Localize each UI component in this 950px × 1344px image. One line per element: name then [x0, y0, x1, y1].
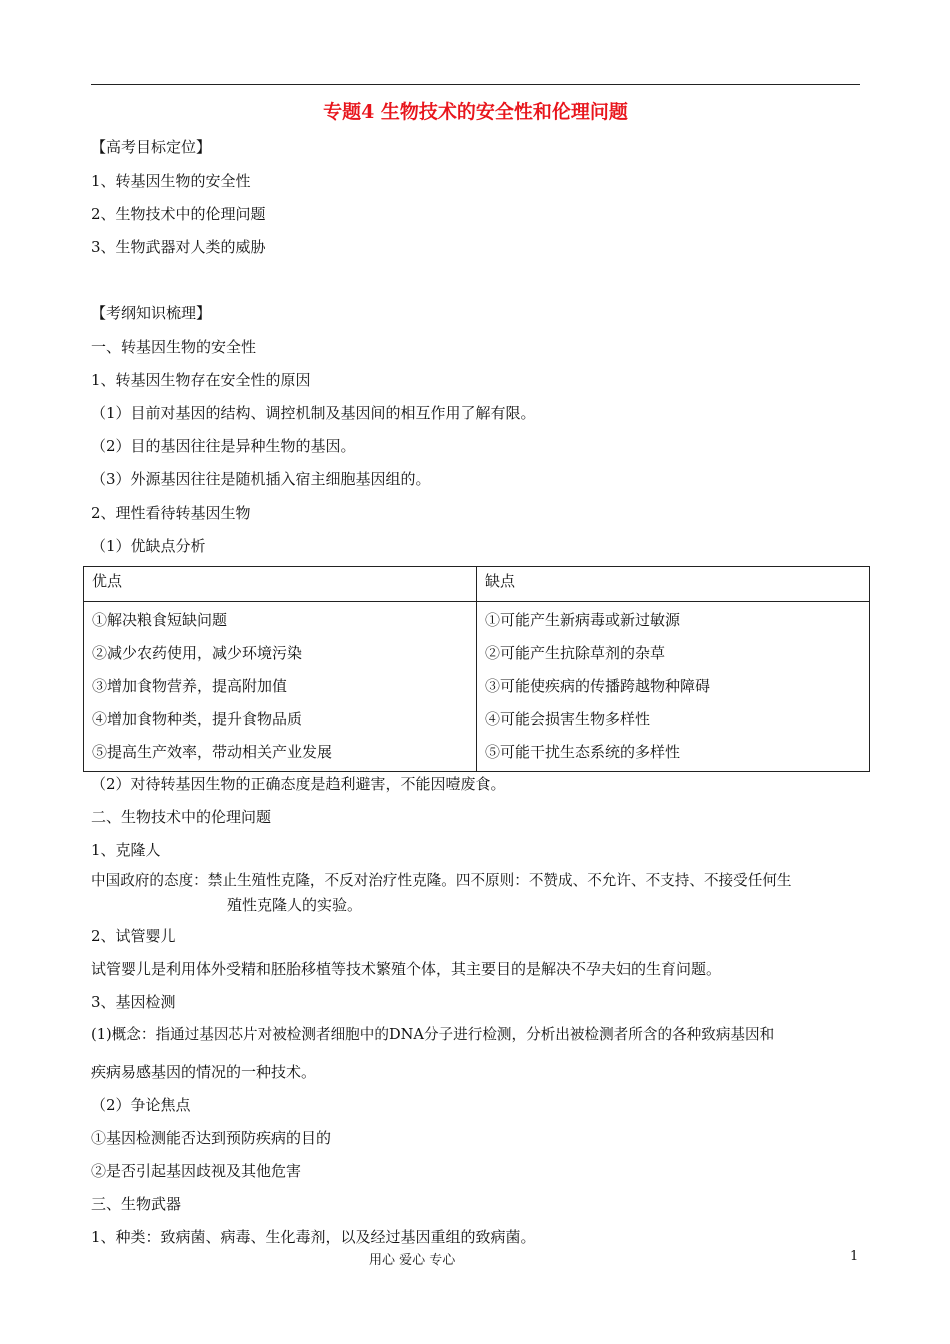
gene-dispute-2: ②是否引起基因歧视及其他危害 — [91, 1162, 302, 1180]
pros-item: ③增加食物营养，提高附加值 — [92, 677, 288, 695]
clone-text: 中国政府的态度：禁止生殖性克隆，不反对治疗性克隆。四不原则：不赞成、不允许、不支持、不接受任何生 — [91, 872, 792, 889]
knowledge-heading: 【考纲知识梳理】 — [91, 304, 212, 322]
cons-column — [477, 602, 870, 772]
pros-header: 优点 — [84, 567, 477, 602]
pros-column — [84, 602, 477, 772]
pros-item: ②减少农药使用，减少环境污染 — [92, 644, 303, 662]
target-item-3: 3、生物武器对人类的威胁 — [91, 238, 266, 256]
cons-item: ⑤可能干扰生态系统的多样性 — [485, 743, 681, 761]
page-title: 专题4 生物技术的安全性和伦理问题 — [323, 101, 628, 123]
cons-item: ③可能使疾病的传播跨越物种障碍 — [485, 677, 711, 695]
pros-cons-heading: （1）优缺点分析 — [91, 537, 206, 555]
pros-item: ①解决粮食短缺问题 — [92, 611, 228, 629]
reason-2: （2）目的基因往往是异种生物的基因。 — [91, 437, 356, 455]
cons-item: ④可能会损害生物多样性 — [485, 710, 651, 728]
gene-concept-continued: 疾病易感基因的情况的一种技术。 — [91, 1063, 317, 1081]
footer-motto: 用心 爱心 专心 — [369, 1253, 456, 1268]
gene-concept: (1)概念：指通过基因芯片对被检测者细胞中的DNA分子进行检测，分析出被检测者所含的各种致病基因和 — [91, 1026, 775, 1043]
gene-test-title: 3、基因检测 — [91, 993, 176, 1011]
header-rule — [91, 84, 860, 85]
gene-dispute-title: （2）争论焦点 — [91, 1096, 191, 1114]
weapon-types: 1、种类：致病菌、病毒、生化毒剂，以及经过基因重组的致病菌。 — [91, 1228, 536, 1246]
target-item-2: 2、生物技术中的伦理问题 — [91, 205, 266, 223]
gene-dispute-1: ①基因检测能否达到预防疾病的目的 — [91, 1129, 332, 1147]
target-heading: 【高考目标定位】 — [91, 138, 212, 156]
clone-text-continued: 殖性克隆人的实验。 — [227, 896, 363, 914]
cons-item: ②可能产生抗除草剂的杂草 — [485, 644, 666, 662]
section-1-title: 一、转基因生物的安全性 — [91, 338, 257, 356]
page-number: 1 — [850, 1249, 859, 1264]
ivf-text: 试管婴儿是利用体外受精和胚胎移植等技术繁殖个体，其主要目的是解决不孕夫妇的生育问题。 — [91, 960, 722, 978]
reason-3: （3）外源基因往往是随机插入宿主细胞基因组的。 — [91, 470, 431, 488]
reason-1: （1）目前对基因的结构、调控机制及基因间的相互作用了解有限。 — [91, 404, 536, 422]
target-item-1: 1、转基因生物的安全性 — [91, 172, 251, 190]
cons-header: 缺点 — [477, 567, 870, 602]
clone-title: 1、克隆人 — [91, 841, 161, 859]
attitude-text: （2）对待转基因生物的正确态度是趋利避害，不能因噎废食。 — [91, 775, 506, 793]
cons-item: ①可能产生新病毒或新过敏源 — [485, 611, 681, 629]
pros-cons-table — [83, 566, 870, 772]
ivf-title: 2、试管婴儿 — [91, 927, 176, 945]
section-2-title: 二、生物技术中的伦理问题 — [91, 808, 272, 826]
pros-item: ⑤提高生产效率，带动相关产业发展 — [92, 743, 333, 761]
pros-item: ④增加食物种类，提升食物品质 — [92, 710, 303, 728]
section-1-subtitle-2: 2、理性看待转基因生物 — [91, 504, 251, 522]
section-1-subtitle-1: 1、转基因生物存在安全性的原因 — [91, 371, 311, 389]
section-3-title: 三、生物武器 — [91, 1195, 182, 1213]
